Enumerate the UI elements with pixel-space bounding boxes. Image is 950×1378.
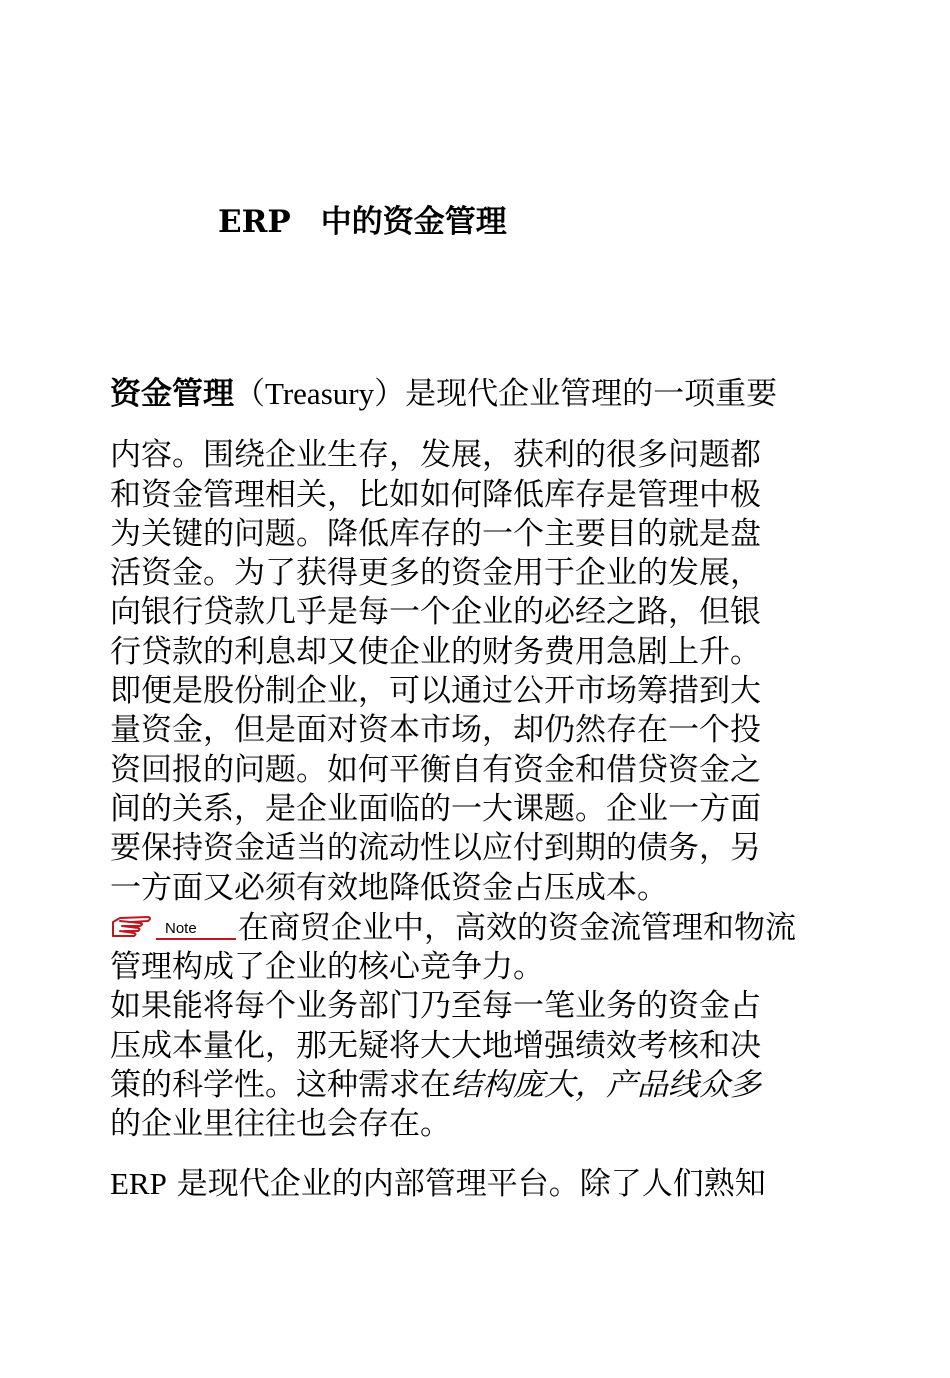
title-text: 中的资金管理 bbox=[320, 204, 507, 240]
text-line: 行贷款的利息却又使企业的财务费用急剧上升。 bbox=[110, 633, 761, 670]
text-line: 要保持资金适当的流动性以应付到期的债务，另 bbox=[110, 830, 761, 867]
text-line-with-emphasis bbox=[110, 1066, 850, 1105]
text-line: 一方面又必须有效地降低资金占压成本。 bbox=[110, 869, 668, 906]
note-label: Note bbox=[165, 919, 197, 937]
paragraph-first-line bbox=[110, 374, 850, 414]
text-line: 和资金管理相关，比如如何降低库存是管理中极 bbox=[110, 476, 761, 513]
erp-term: ERP bbox=[110, 1166, 167, 1201]
note-line bbox=[110, 908, 850, 948]
text-line: 活资金。为了获得更多的资金用于企业的发展， bbox=[110, 555, 761, 592]
text-line: 压成本量化，那无疑将大大地增强绩效考核和决 bbox=[110, 1027, 761, 1064]
pointing-hand-note-icon bbox=[110, 908, 238, 942]
text-line: 向银行贷款几乎是每一个企业的必经之路，但银 bbox=[110, 594, 761, 631]
text-line: 管理构成了企业的核心竞争力。 bbox=[110, 949, 544, 986]
lead-term: 资金管理 bbox=[110, 376, 234, 412]
text-line: 资回报的问题。如何平衡自有资金和借贷资金之 bbox=[110, 751, 761, 788]
emphasis-text: 结构庞大，产品线众多 bbox=[451, 1067, 761, 1104]
text-span: 策的科学性。这种需求在 bbox=[110, 1067, 451, 1104]
title-erp: ERP bbox=[218, 204, 291, 240]
first-line-rest: 是现代企业管理的一项重要 bbox=[405, 376, 778, 412]
text-line: 内容。围绕企业生存，发展，获利的很多问题都 bbox=[110, 437, 761, 474]
text-line: 量资金，但是面对资本市场，却仍然存在一个投 bbox=[110, 712, 761, 749]
paragraph-erp bbox=[110, 1164, 850, 1204]
page-title bbox=[218, 196, 507, 241]
text-line: 为关键的问题。降低库存的一个主要目的就是盘 bbox=[110, 515, 761, 552]
text-line: 即便是股份制企业，可以通过公开市场筹措到大 bbox=[110, 673, 761, 710]
paragraph-erp-text: 是现代企业的内部管理平台。除了人们熟知 bbox=[166, 1166, 766, 1202]
note-text: 在商贸企业中，高效的资金流管理和物流 bbox=[238, 909, 796, 946]
paragraph-treasury bbox=[110, 374, 850, 1145]
text-line: 的企业里往往也会存在。 bbox=[110, 1106, 451, 1143]
treasury-term: （Treasury） bbox=[234, 376, 406, 411]
text-line: 间的关系，是企业面临的一大课题。企业一方面 bbox=[110, 790, 761, 827]
text-line: 如果能将每个业务部门乃至每一笔业务的资金占 bbox=[110, 988, 761, 1025]
